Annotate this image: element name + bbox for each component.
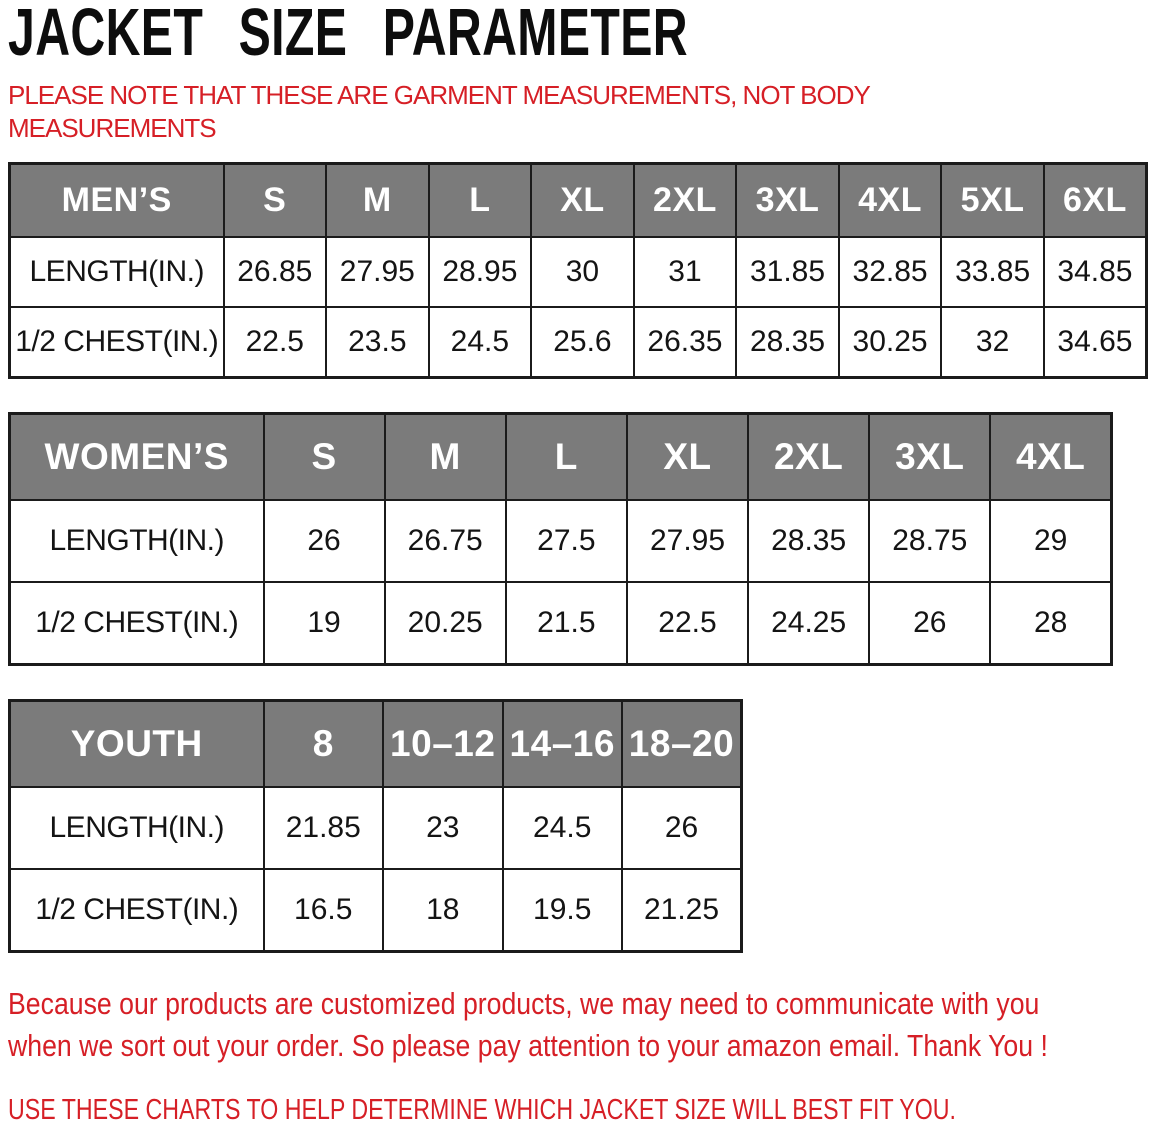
size-column-header: M xyxy=(326,164,429,238)
measurement-row xyxy=(10,237,1147,307)
fit-advice: USE THESE CHARTS TO HELP DETERMINE WHICH JACKET SIZE WILL BEST FIT YOU. xyxy=(8,1094,956,1126)
measurement-row xyxy=(10,787,742,869)
measurement-value-cell: 24.5 xyxy=(429,307,532,378)
size-column-header: 4XL xyxy=(990,414,1111,501)
measurement-value-cell: 26.85 xyxy=(224,237,327,307)
measurement-value-cell: 26 xyxy=(622,787,742,869)
measurement-value-cell: 16.5 xyxy=(264,869,384,952)
youth-size-table xyxy=(8,699,743,953)
measurement-row xyxy=(10,869,742,952)
measurement-value-cell: 21.5 xyxy=(506,582,627,665)
measurement-value-cell: 34.65 xyxy=(1044,307,1147,378)
measurement-value-cell: 27.95 xyxy=(326,237,429,307)
measurement-value-cell: 30 xyxy=(531,237,634,307)
measurement-value-cell: 20.25 xyxy=(385,582,506,665)
measurement-value-cell: 34.85 xyxy=(1044,237,1147,307)
size-header-row xyxy=(10,414,1112,501)
measurement-value-cell: 25.6 xyxy=(531,307,634,378)
customization-notice-line-2: when we sort out your order. So please pay attention to your amazon email. Thank You ! xyxy=(8,1028,1048,1063)
table-title-cell: YOUTH xyxy=(10,701,264,788)
size-column-header: 18–20 xyxy=(622,701,742,788)
measurement-value-cell: 19.5 xyxy=(503,869,623,952)
measurement-value-cell: 18 xyxy=(383,869,503,952)
measurement-value-cell: 26 xyxy=(869,582,990,665)
measure-row-label: 1/2 CHEST(IN.) xyxy=(10,869,264,952)
table-title-cell: MEN’S xyxy=(10,164,224,238)
size-column-header: 3XL xyxy=(736,164,839,238)
note-line-2: MEASUREMENTS xyxy=(8,113,216,143)
measurement-value-cell: 26.35 xyxy=(634,307,737,378)
size-column-header: 4XL xyxy=(839,164,942,238)
measurement-value-cell: 22.5 xyxy=(627,582,748,665)
size-column-header: M xyxy=(385,414,506,501)
measure-row-label: 1/2 CHEST(IN.) xyxy=(10,582,264,665)
measurement-value-cell: 24.25 xyxy=(748,582,869,665)
measurement-value-cell: 30.25 xyxy=(839,307,942,378)
measurement-value-cell: 21.85 xyxy=(264,787,384,869)
measurement-value-cell: 31.85 xyxy=(736,237,839,307)
size-column-header: 2XL xyxy=(748,414,869,501)
mens-size-table xyxy=(8,162,1148,379)
measurement-value-cell: 19 xyxy=(264,582,385,665)
measurement-value-cell: 28.35 xyxy=(736,307,839,378)
measurement-value-cell: 24.5 xyxy=(503,787,623,869)
measurement-value-cell: 22.5 xyxy=(224,307,327,378)
measurement-value-cell: 26 xyxy=(264,500,385,582)
measurement-value-cell: 29 xyxy=(990,500,1111,582)
measurement-value-cell: 33.85 xyxy=(941,237,1044,307)
table-title-cell: WOMEN’S xyxy=(10,414,264,501)
measurement-value-cell: 27.5 xyxy=(506,500,627,582)
measurement-value-cell: 23.5 xyxy=(326,307,429,378)
measurement-value-cell: 28.75 xyxy=(869,500,990,582)
measurement-row xyxy=(10,307,1147,378)
measurement-value-cell: 32.85 xyxy=(839,237,942,307)
size-column-header: 6XL xyxy=(1044,164,1147,238)
measurement-value-cell: 31 xyxy=(634,237,737,307)
garment-measurement-note xyxy=(8,79,1153,145)
size-column-header: 2XL xyxy=(634,164,737,238)
measurement-value-cell: 28 xyxy=(990,582,1111,665)
size-column-header: L xyxy=(506,414,627,501)
size-column-header: S xyxy=(264,414,385,501)
measurement-value-cell: 28.95 xyxy=(429,237,532,307)
measurement-value-cell: 21.25 xyxy=(622,869,742,952)
measurement-row xyxy=(10,500,1112,582)
size-column-header: 8 xyxy=(264,701,384,788)
measurement-value-cell: 23 xyxy=(383,787,503,869)
size-header-row xyxy=(10,701,742,788)
size-column-header: XL xyxy=(531,164,634,238)
measurement-value-cell: 28.35 xyxy=(748,500,869,582)
page-title-row xyxy=(8,0,1153,70)
measure-row-label: LENGTH(IN.) xyxy=(10,237,224,307)
size-column-header: L xyxy=(429,164,532,238)
customization-notice xyxy=(8,983,1153,1067)
measure-row-label: LENGTH(IN.) xyxy=(10,787,264,869)
size-column-header: 3XL xyxy=(869,414,990,501)
page-title: JACKET SIZE PARAMETER xyxy=(8,0,688,70)
size-column-header: S xyxy=(224,164,327,238)
note-line-1: PLEASE NOTE THAT THESE ARE GARMENT MEASUREMENTS, NOT BODY xyxy=(8,80,870,110)
size-header-row xyxy=(10,164,1147,238)
measure-row-label: LENGTH(IN.) xyxy=(10,500,264,582)
customization-notice-line-1: Because our products are customized products, we may need to communicate with you xyxy=(8,986,1040,1021)
size-column-header: 14–16 xyxy=(503,701,623,788)
fit-advice-row xyxy=(8,1093,1153,1127)
size-column-header: 5XL xyxy=(941,164,1044,238)
measurement-value-cell: 27.95 xyxy=(627,500,748,582)
measurement-value-cell: 32 xyxy=(941,307,1044,378)
womens-size-table xyxy=(8,412,1113,666)
measure-row-label: 1/2 CHEST(IN.) xyxy=(10,307,224,378)
measurement-row xyxy=(10,582,1112,665)
measurement-value-cell: 26.75 xyxy=(385,500,506,582)
size-column-header: 10–12 xyxy=(383,701,503,788)
size-column-header: XL xyxy=(627,414,748,501)
